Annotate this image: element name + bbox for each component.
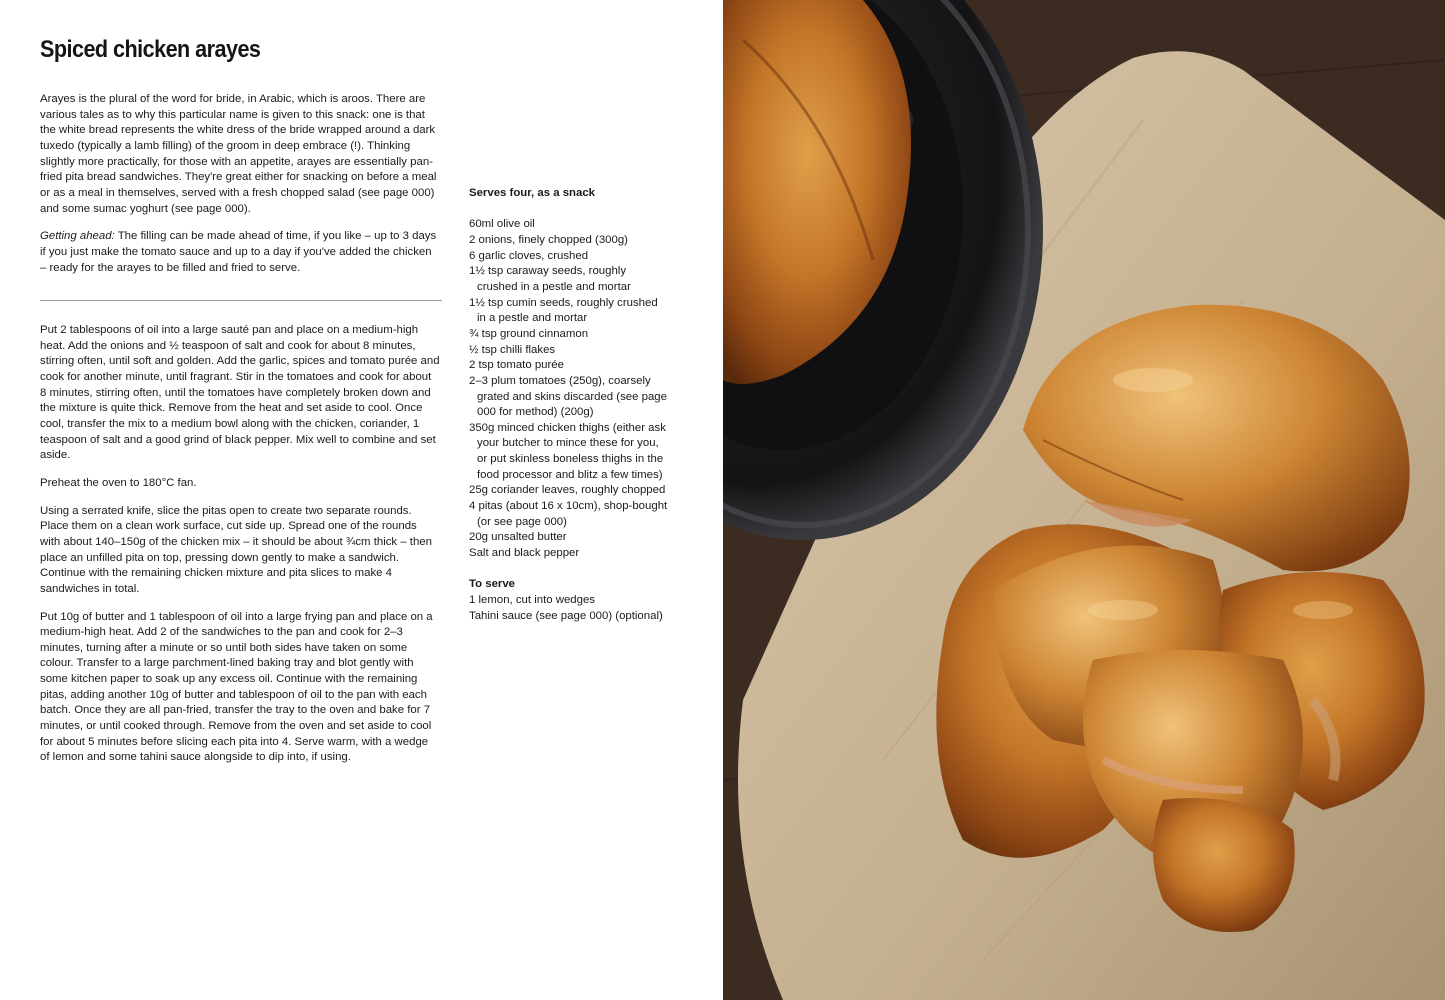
- ingredient-item: 20g unsalted butter: [469, 531, 567, 544]
- getting-ahead-note: [40, 229, 440, 276]
- recipe-title: Spiced chicken arayes: [40, 36, 261, 63]
- ingredient-item: Salt and black pepper: [469, 547, 580, 560]
- arayes-photo-illustration: [723, 0, 1445, 1000]
- to-serve-item: Tahini sauce (see page 000) (optional): [469, 609, 663, 622]
- ingredient-item: 4 pitas (about 16 x 10cm), shop-bought (or see page 000): [469, 500, 668, 528]
- to-serve-heading: To serve: [469, 578, 516, 591]
- method-step: Preheat the oven to 180°C fan.: [40, 476, 197, 489]
- ingredient-item: 350g minced chicken thighs (either ask your butcher to mince these for you, or put skinless boneless thighs in the food processor and blitz a few times): [469, 421, 666, 481]
- to-serve-list: [469, 593, 669, 624]
- section-divider: [40, 300, 442, 301]
- ingredient-item: 60ml olive oil: [469, 218, 535, 231]
- ingredient-item: 6 garlic cloves, crushed: [469, 249, 589, 262]
- method-step: Using a serrated knife, slice the pitas open to create two separate rounds. Place them on a clean work surface, cut side up. Spread one of the rounds with about 140–150g of the chicken mix – it should be about ¾cm thick – then place an unfilled pita on top, pressing down gently to make a sandwich. Continue with the remaining chicken mixture and pita slices to make 4 sandwiches in total.: [40, 504, 432, 595]
- method-step: Put 2 tablespoons of oil into a large sauté pan and place on a medium-high heat. Add the onions and ½ teaspoon of salt and cook for about 8 minutes, stirring often, until soft and golden. Add the garlic, spices and tomato purée and cook for another minute, until fragrant. Stir in the tomatoes and cook for about 8 minutes, stirring often, until the tomatoes have completely broken down and the mixture is quite thick. Remove from the heat and set aside to cool. Once cool, transfer the mix to a medium bowl along with the chicken, coriander, 1 teaspoon of salt and a good grind of black pepper. Mix well to combine and set aside.: [40, 324, 440, 462]
- ingredients-list: [469, 217, 669, 561]
- method-text: [40, 323, 440, 766]
- method-step: Put 10g of butter and 1 tablespoon of oil into a large frying pan and place on a medium-high heat. Add 2 of the sandwiches to the pan and cook for 2–3 minutes, turning after a minute or so until both sides have taken on some colour. Transfer to a large parchment-lined baking tray and blot gently with some kitchen paper to soak up any excess oil. Continue with the remaining pitas, adding another 10g of butter and tablespoon of oil to the pan with each batch. Once they are all pan-fried, transfer the tray to the oven and bake for 7 minutes, or until cooked through. Remove from the oven and set aside to cool for about 5 minutes before slicing each pita into 4. Serve warm, with a wedge of lemon and some tahini sauce alongside to dip into, if using.: [40, 610, 433, 764]
- ingredient-item: 1½ tsp cumin seeds, roughly crushed in a pestle and mortar: [469, 296, 658, 325]
- ingredient-item: 2 onions, finely chopped (300g): [469, 233, 628, 246]
- ingredient-item: 25g coriander leaves, roughly chopped: [469, 484, 666, 497]
- ingredient-item: ½ tsp chilli flakes: [469, 343, 556, 356]
- ingredient-item: 2–3 plum tomatoes (250g), coarsely grated and skins discarded (see page 000 for method) (200g): [469, 374, 667, 419]
- ingredients-column: [469, 186, 669, 624]
- serves-heading: Serves four, as a snack: [469, 187, 596, 199]
- getting-ahead-text: The filling can be made ahead of time, if you like – up to 3 days if you just make the tomato sauce and up to a day if you've added the chicken – ready for the arayes to be filled and fried to serve.: [40, 230, 437, 274]
- to-serve-item: 1 lemon, cut into wedges: [469, 594, 596, 607]
- intro-paragraph: Arayes is the plural of the word for bride, in Arabic, which is aroos. There are various tales as to why this particular name is given to this snack: one is that the white bread represents the white dress of the bride wrapped around a dark tuxedo (typically a lamb filling) of the groom in deep embrace (!). Thinking slightly more practically, for those with an appetite, arayes are essentially pan-fried pita bread sandwiches. They're great either for snacking on before a meal or as a meal in themselves, served with a fresh chopped salad (see page 000) and some sumac yoghurt (see page 000).: [40, 93, 437, 215]
- ingredient-item: ¾ tsp ground cinnamon: [469, 327, 589, 340]
- getting-ahead-label: Getting ahead:: [40, 230, 115, 243]
- ingredient-item: 2 tsp tomato purée: [469, 359, 564, 372]
- food-photo: [723, 0, 1445, 1000]
- ingredient-item: 1½ tsp caraway seeds, roughly crushed in a pestle and mortar: [469, 265, 631, 293]
- intro-text: [40, 92, 440, 276]
